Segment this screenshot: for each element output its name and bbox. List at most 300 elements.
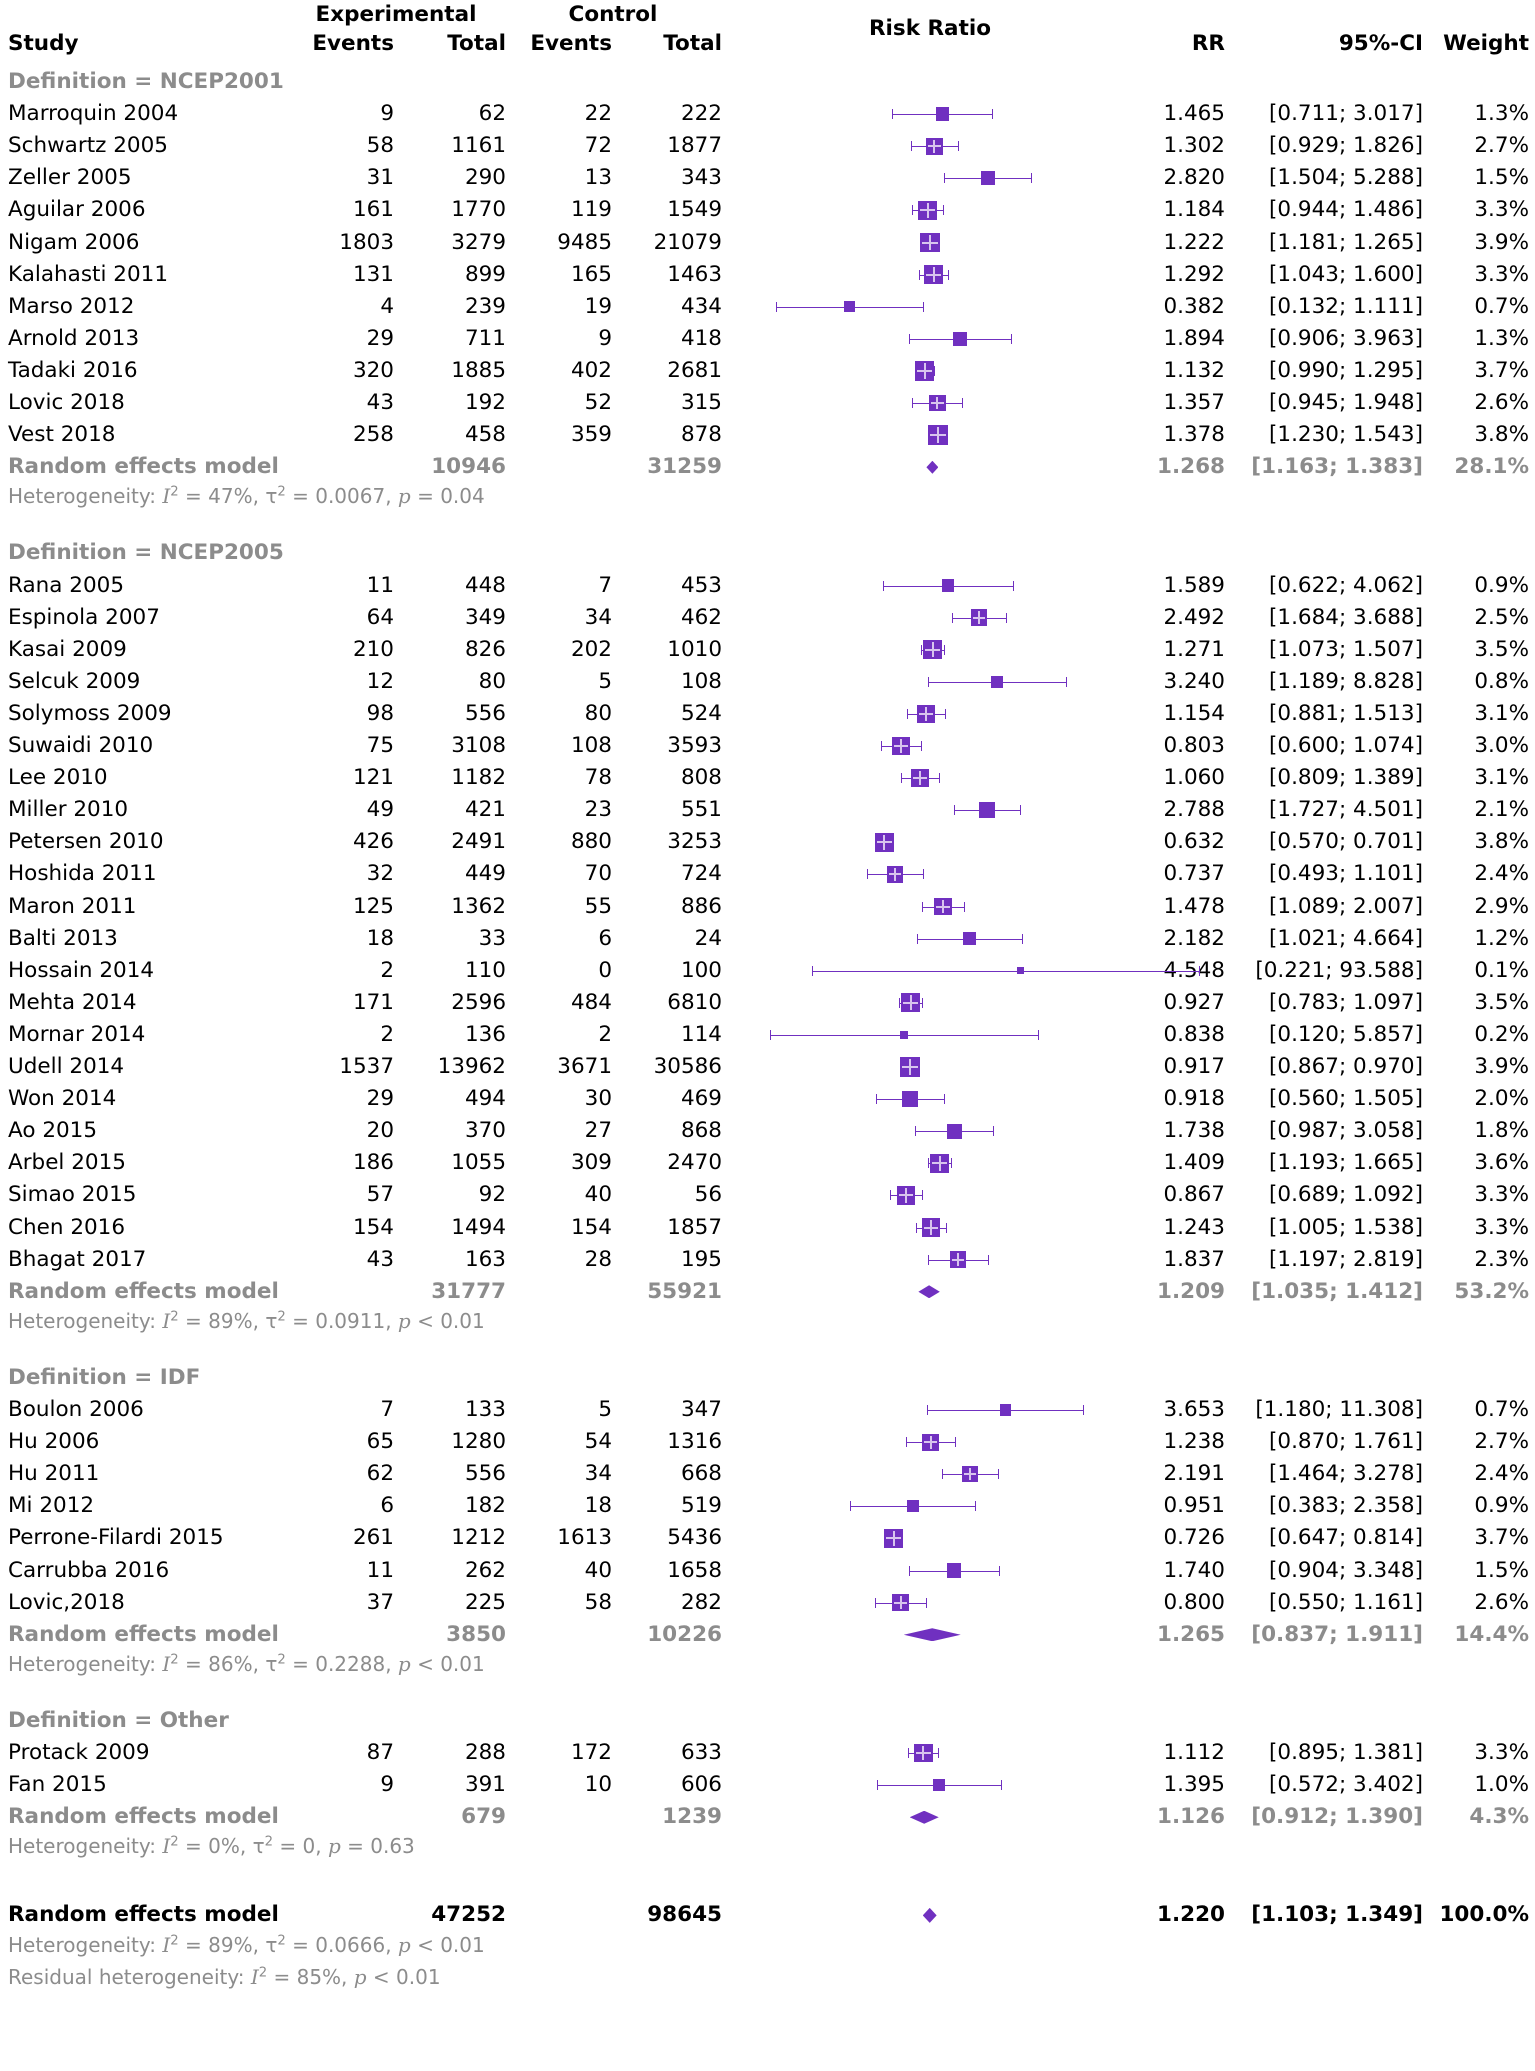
cell-ci: [0.870; 1.761] [1269, 1429, 1423, 1455]
cell-rr: 1.126 [1156, 1804, 1225, 1830]
cell-study: Simao 2015 [8, 1182, 137, 1208]
effect-box [991, 676, 1003, 688]
cell-et: 225 [464, 1589, 506, 1615]
cell-ct: 56 [694, 1182, 722, 1208]
cell-ce: 3671 [557, 1054, 612, 1079]
cell-et: 556 [464, 1461, 506, 1487]
cell-rr: 2.820 [1163, 165, 1225, 191]
cell-et: 1212 [451, 1525, 506, 1551]
cell-rr: 0.382 [1163, 293, 1225, 319]
group-label: Definition = Other [8, 1707, 229, 1733]
cell-study: Petersen 2010 [8, 829, 164, 855]
ci-cap [912, 398, 913, 408]
cell-ct: 1463 [667, 261, 722, 287]
box-center-mark [903, 1002, 918, 1004]
cell-ee: 49 [366, 797, 394, 823]
cell-ct: 195 [680, 1246, 722, 1272]
cell-ce: 9485 [557, 229, 612, 255]
ci-cap [1031, 173, 1032, 183]
cell-ci: [0.904; 3.348] [1269, 1557, 1423, 1583]
box-center-mark [917, 370, 932, 372]
cell-et: 80 [478, 668, 506, 694]
cell-ct: 551 [680, 797, 722, 823]
ci-cap [999, 1566, 1000, 1576]
cell-ce: 880 [570, 829, 612, 855]
cell-ci: [1.163; 1.383] [1251, 454, 1423, 480]
effect-box [979, 802, 995, 818]
ci-cap [922, 902, 923, 912]
ci-cap [964, 902, 965, 912]
cell-study: Rana 2005 [8, 572, 124, 598]
summary-diamond [904, 1628, 961, 1641]
cell-ci: [0.987; 3.058] [1269, 1118, 1423, 1144]
cell-study: Tadaki 2016 [8, 357, 138, 383]
cell-ct: 878 [680, 422, 722, 448]
cell-et: 711 [464, 325, 506, 351]
ci-cap [1199, 966, 1200, 976]
effect-box [1000, 1404, 1011, 1415]
cell-wt: 2.9% [1474, 893, 1529, 919]
cell-rr: 0.800 [1163, 1589, 1225, 1615]
cell-ee: 426 [352, 829, 394, 855]
cell-ee: 87 [366, 1740, 394, 1765]
cell-rr: 0.918 [1163, 1086, 1225, 1112]
cell-wt: 3.3% [1474, 1740, 1529, 1765]
cell-ci: [0.990; 1.295] [1269, 357, 1423, 383]
cell-ce: 10 [584, 1772, 612, 1798]
cell-ee: 32 [366, 861, 394, 887]
ci-cap [993, 1126, 994, 1136]
cell-et: 556 [464, 700, 506, 726]
cell-ee: 65 [366, 1429, 394, 1455]
cell-study: Bhagat 2017 [8, 1246, 147, 1272]
ci-cap [951, 1158, 952, 1168]
cell-ci: [1.464; 3.278] [1269, 1461, 1423, 1487]
cell-study: Mi 2012 [8, 1493, 95, 1519]
cell-ci: [1.035; 1.412] [1251, 1278, 1423, 1304]
cell-ee: 43 [366, 390, 394, 415]
cell-study: Random effects model [8, 1278, 279, 1304]
cell-ct: 2681 [667, 357, 722, 383]
ci-cap [921, 645, 922, 655]
cell-study: Aguilar 2006 [8, 197, 146, 223]
cell-study: Random effects model [8, 1621, 279, 1647]
cell-et: 33 [478, 925, 506, 951]
cell-ce: 54 [584, 1429, 612, 1455]
cell-ci: [0.895; 1.381] [1269, 1740, 1423, 1765]
cell-ct: 453 [680, 572, 722, 598]
cell-ci: [1.181; 1.265] [1269, 229, 1423, 255]
cell-rr: 1.222 [1163, 229, 1225, 255]
cell-ce: 0 [598, 957, 612, 983]
cell-study: Ao 2015 [8, 1118, 98, 1144]
cell-rr: 1.465 [1163, 101, 1225, 127]
ci-cap [907, 709, 908, 719]
cell-wt: 1.0% [1474, 1772, 1529, 1798]
cell-study: Nigam 2006 [8, 229, 140, 255]
cell-ce: 70 [584, 861, 612, 887]
group-label: Definition = IDF [8, 1364, 201, 1390]
cell-ee: 75 [366, 733, 394, 758]
ci-cap [944, 645, 945, 655]
cell-ce: 402 [570, 357, 612, 383]
ci-cap [875, 1598, 876, 1608]
cell-et: 448 [464, 572, 506, 598]
cell-wt: 53.2% [1454, 1278, 1529, 1304]
cell-ce: 165 [570, 261, 612, 287]
ci-cap [926, 1598, 927, 1608]
cell-ct: 98645 [647, 1902, 722, 1928]
cell-ce: 172 [570, 1740, 612, 1765]
ci-cap [942, 1469, 943, 1479]
cell-ci: [0.647; 0.814] [1269, 1525, 1423, 1551]
ci-cap [923, 302, 924, 312]
cell-ci: [0.132; 1.111] [1269, 293, 1423, 319]
cell-et: 449 [464, 861, 506, 887]
ci-cap [998, 1469, 999, 1479]
box-center-mark [930, 434, 945, 436]
cell-ce: 34 [584, 604, 612, 630]
ci-cap [915, 1126, 916, 1136]
cell-ci: [1.021; 4.664] [1269, 925, 1423, 951]
cell-ce: 484 [570, 989, 612, 1015]
cell-ct: 343 [680, 165, 722, 191]
cell-rr: 2.191 [1163, 1461, 1225, 1487]
cell-et: 3108 [451, 733, 506, 758]
ci-cap [928, 1158, 929, 1168]
cell-et: 290 [464, 165, 506, 191]
cell-ct: 633 [680, 1740, 722, 1765]
cell-ci: [0.809; 1.389] [1269, 765, 1423, 791]
header-ctrl-events: Events [530, 31, 612, 56]
cell-ci: [0.929; 1.826] [1269, 133, 1423, 159]
header-experimental: Experimental [315, 2, 477, 27]
header-rr: RR [1191, 31, 1225, 56]
cell-ct: 524 [680, 700, 722, 726]
cell-et: 899 [464, 261, 506, 287]
cell-ee: 62 [366, 1461, 394, 1487]
cell-et: 133 [464, 1397, 506, 1422]
ci-cap [922, 1190, 923, 1200]
heterogeneity-text: Residual heterogeneity: $I^2 = 85\%$, p < 0.01 [8, 1964, 441, 1989]
cell-study: Arbel 2015 [8, 1150, 126, 1176]
cell-ct: 469 [680, 1086, 722, 1112]
cell-ci: [0.221; 93.588] [1255, 957, 1423, 983]
cell-ct: 5436 [667, 1525, 722, 1551]
ci-cap [927, 1405, 928, 1415]
cell-wt: 2.6% [1474, 390, 1529, 415]
cell-study: Mehta 2014 [8, 989, 137, 1015]
cell-ct: 519 [680, 1493, 722, 1519]
cell-wt: 1.8% [1474, 1118, 1529, 1144]
cell-ce: 359 [570, 422, 612, 448]
heterogeneity-text: Heterogeneity: $I^2 = 86\%$, $\tau^2 = 0.2288$, p < 0.01 [8, 1651, 485, 1676]
cell-rr: 0.737 [1163, 861, 1225, 887]
cell-wt: 0.8% [1474, 668, 1529, 694]
cell-ce: 309 [570, 1150, 612, 1176]
cell-ci: [1.103; 1.349] [1251, 1902, 1423, 1928]
cell-ce: 58 [584, 1589, 612, 1615]
cell-rr: 1.589 [1163, 572, 1225, 598]
cell-ee: 261 [352, 1525, 394, 1551]
cell-et: 458 [464, 422, 506, 448]
cell-study: Marso 2012 [8, 293, 135, 319]
ci-cap [992, 109, 993, 119]
cell-et: 391 [464, 1772, 506, 1798]
cell-ce: 34 [584, 1461, 612, 1487]
cell-ce: 119 [570, 197, 612, 223]
cell-study: Vest 2018 [8, 422, 116, 448]
cell-ci: [1.005; 1.538] [1269, 1214, 1423, 1240]
box-center-mark [964, 1473, 976, 1475]
cell-study: Udell 2014 [8, 1054, 125, 1079]
cell-ci: [0.622; 4.062] [1269, 572, 1423, 598]
box-center-mark [913, 777, 927, 779]
cell-rr: 1.837 [1163, 1246, 1225, 1272]
effect-box [900, 1031, 908, 1039]
cell-ci: [0.867; 0.970] [1269, 1054, 1423, 1079]
cell-wt: 0.9% [1474, 572, 1529, 598]
cell-et: 163 [464, 1246, 506, 1272]
cell-rr: 1.132 [1163, 357, 1225, 383]
cell-rr: 1.112 [1163, 1740, 1225, 1765]
box-center-mark [936, 906, 950, 908]
cell-rr: 1.738 [1163, 1118, 1225, 1144]
cell-rr: 3.653 [1163, 1397, 1225, 1422]
cell-wt: 3.1% [1474, 765, 1529, 791]
cell-ee: 161 [352, 197, 394, 223]
cell-ce: 72 [584, 133, 612, 159]
box-center-mark [973, 617, 986, 619]
cell-wt: 3.9% [1474, 1054, 1529, 1079]
ci-cap [1083, 1405, 1084, 1415]
cell-rr: 0.927 [1163, 989, 1225, 1015]
cell-study: Mornar 2014 [8, 1021, 146, 1047]
ci-cap [946, 1223, 947, 1233]
cell-rr: 2.492 [1163, 604, 1225, 630]
cell-et: 62 [478, 101, 506, 127]
ci-cap [770, 1030, 771, 1040]
cell-study: Arnold 2013 [8, 325, 140, 351]
ci-cap [812, 966, 813, 976]
cell-et: 2596 [451, 989, 506, 1015]
cell-wt: 0.1% [1474, 957, 1529, 983]
cell-ct: 55921 [647, 1278, 722, 1304]
cell-et: 192 [464, 390, 506, 415]
cell-et: 1055 [451, 1150, 506, 1176]
cell-ci: [1.089; 2.007] [1269, 893, 1423, 919]
cell-wt: 2.6% [1474, 1589, 1529, 1615]
cell-rr: 0.726 [1163, 1525, 1225, 1551]
cell-rr: 1.265 [1156, 1621, 1225, 1647]
cell-wt: 3.7% [1474, 1525, 1529, 1551]
cell-ci: [0.570; 0.701] [1269, 829, 1423, 855]
ci-cap [954, 805, 955, 815]
cell-wt: 3.1% [1474, 700, 1529, 726]
cell-et: 370 [464, 1118, 506, 1144]
cell-ct: 808 [680, 765, 722, 791]
cell-ce: 5 [598, 1397, 612, 1422]
ci-cap [939, 773, 940, 783]
cell-wt: 1.3% [1474, 325, 1529, 351]
cell-study: Random effects model [8, 1902, 279, 1928]
cell-ct: 1239 [662, 1804, 722, 1830]
cell-et: 1885 [451, 357, 506, 383]
ci-cap [906, 1437, 907, 1447]
cell-rr: 2.788 [1163, 797, 1225, 823]
box-center-mark [877, 841, 892, 843]
cell-ee: 2 [380, 1021, 394, 1047]
cell-wt: 2.1% [1474, 797, 1529, 823]
ci-cap [975, 1501, 976, 1511]
cell-ee: 57 [366, 1182, 394, 1208]
cell-ct: 1316 [667, 1429, 722, 1455]
effect-box [953, 332, 966, 345]
heterogeneity-text: Heterogeneity: $I^2 = 89\%$, $\tau^2 = 0.0911$, p < 0.01 [8, 1308, 485, 1333]
box-center-mark [886, 1537, 901, 1539]
cell-ci: [0.783; 1.097] [1269, 989, 1423, 1015]
cell-ci: [0.837; 1.911] [1251, 1621, 1423, 1647]
cell-wt: 3.0% [1474, 733, 1529, 758]
cell-ce: 27 [584, 1118, 612, 1144]
cell-study: Lovic,2018 [8, 1589, 125, 1615]
cell-et: 136 [464, 1021, 506, 1047]
cell-et: 92 [478, 1182, 506, 1208]
cell-et: 13962 [437, 1054, 506, 1079]
cell-ct: 868 [680, 1118, 722, 1144]
ci-cap [877, 1780, 878, 1790]
cell-study: Maron 2011 [8, 893, 137, 919]
cell-ci: [1.043; 1.600] [1269, 261, 1423, 287]
cell-wt: 3.3% [1474, 261, 1529, 287]
cell-ct: 462 [680, 604, 722, 630]
cell-ct: 10226 [647, 1621, 722, 1647]
cell-wt: 2.3% [1474, 1246, 1529, 1272]
cell-ee: 98 [366, 700, 394, 726]
cell-et: 2491 [451, 829, 506, 855]
effect-box [981, 171, 995, 185]
cell-ct: 24 [694, 925, 722, 951]
box-center-mark [932, 1162, 947, 1164]
cell-ee: 1803 [339, 229, 394, 255]
cell-ct: 108 [680, 668, 722, 694]
cell-et: 349 [464, 604, 506, 630]
ci-cap [916, 1223, 917, 1233]
cell-ct: 114 [680, 1021, 722, 1047]
cell-ee: 18 [366, 925, 394, 951]
cell-wt: 2.4% [1474, 1461, 1529, 1487]
box-center-mark [922, 242, 938, 244]
cell-study: Fan 2015 [8, 1772, 107, 1798]
header-ci: 95%-CI [1338, 31, 1423, 56]
cell-ct: 1010 [667, 636, 722, 662]
ci-cap [876, 1094, 877, 1104]
cell-ci: [1.230; 1.543] [1269, 422, 1423, 448]
cell-wt: 28.1% [1454, 454, 1529, 480]
cell-ee: 37 [366, 1589, 394, 1615]
ci-cap [955, 1437, 956, 1447]
cell-ce: 5 [598, 668, 612, 694]
cell-rr: 1.378 [1163, 422, 1225, 448]
cell-ct: 315 [680, 390, 722, 415]
cell-ci: [1.727; 4.501] [1269, 797, 1423, 823]
effect-box [942, 579, 954, 591]
cell-ee: 29 [366, 1086, 394, 1112]
cell-ee: 320 [352, 357, 394, 383]
cell-study: Selcuk 2009 [8, 668, 141, 694]
cell-study: Hu 2006 [8, 1429, 100, 1455]
cell-rr: 1.209 [1156, 1278, 1225, 1304]
cell-ci: [1.193; 1.665] [1269, 1150, 1423, 1176]
ci-cap [911, 141, 912, 151]
cell-ce: 108 [570, 733, 612, 758]
cell-rr: 1.271 [1163, 636, 1225, 662]
cell-ci: [1.073; 1.507] [1269, 636, 1423, 662]
cell-ct: 418 [680, 325, 722, 351]
cell-ce: 202 [570, 636, 612, 662]
box-center-mark [894, 1602, 907, 1604]
cell-wt: 3.3% [1474, 1214, 1529, 1240]
cell-wt: 2.7% [1474, 1429, 1529, 1455]
header-risk-ratio: Risk Ratio [869, 16, 991, 41]
cell-ci: [0.493; 1.101] [1269, 861, 1423, 887]
cell-ct: 724 [680, 861, 722, 887]
cell-rr: 1.238 [1163, 1429, 1225, 1455]
cell-ci: [1.197; 2.819] [1269, 1246, 1423, 1272]
header-ctrl-total: Total [663, 31, 722, 56]
cell-ce: 23 [584, 797, 612, 823]
cell-et: 421 [464, 797, 506, 823]
cell-wt: 0.7% [1474, 293, 1529, 319]
cell-wt: 3.9% [1474, 229, 1529, 255]
cell-et: 239 [464, 293, 506, 319]
cell-wt: 2.4% [1474, 861, 1529, 887]
cell-rr: 1.268 [1156, 454, 1225, 480]
cell-rr: 0.867 [1163, 1182, 1225, 1208]
cell-study: Carrubba 2016 [8, 1557, 170, 1583]
cell-ee: 29 [366, 325, 394, 351]
cell-wt: 1.5% [1474, 1557, 1529, 1583]
cell-ci: [0.906; 3.963] [1269, 325, 1423, 351]
cell-ce: 55 [584, 893, 612, 919]
cell-study: Solymoss 2009 [8, 700, 172, 726]
heterogeneity-text: Heterogeneity: $I^2 = 0\%$, $\tau^2 = 0$, p = 0.63 [8, 1834, 415, 1859]
cell-ct: 3593 [667, 733, 722, 758]
cell-rr: 1.060 [1163, 765, 1225, 791]
cell-ee: 125 [352, 893, 394, 919]
cell-study: Lovic 2018 [8, 390, 125, 415]
cell-et: 826 [464, 636, 506, 662]
cell-ce: 2 [598, 1021, 612, 1047]
ci-cap [952, 613, 953, 623]
cell-wt: 1.5% [1474, 165, 1529, 191]
cell-ct: 30586 [653, 1054, 722, 1079]
cell-ct: 21079 [653, 229, 722, 255]
ci-cap [1011, 334, 1012, 344]
cell-study: Marroquin 2004 [8, 101, 179, 127]
cell-ct: 886 [680, 893, 722, 919]
box-center-mark [924, 1227, 938, 1229]
cell-ce: 80 [584, 700, 612, 726]
cell-rr: 1.292 [1163, 261, 1225, 287]
box-center-mark [889, 873, 901, 875]
cell-et: 110 [464, 957, 506, 983]
cell-ci: [0.711; 3.017] [1269, 101, 1423, 127]
cell-ee: 131 [352, 261, 394, 287]
cell-ct: 1877 [667, 133, 722, 159]
cell-ci: [0.383; 2.358] [1269, 1493, 1423, 1519]
cell-ee: 171 [352, 989, 394, 1015]
